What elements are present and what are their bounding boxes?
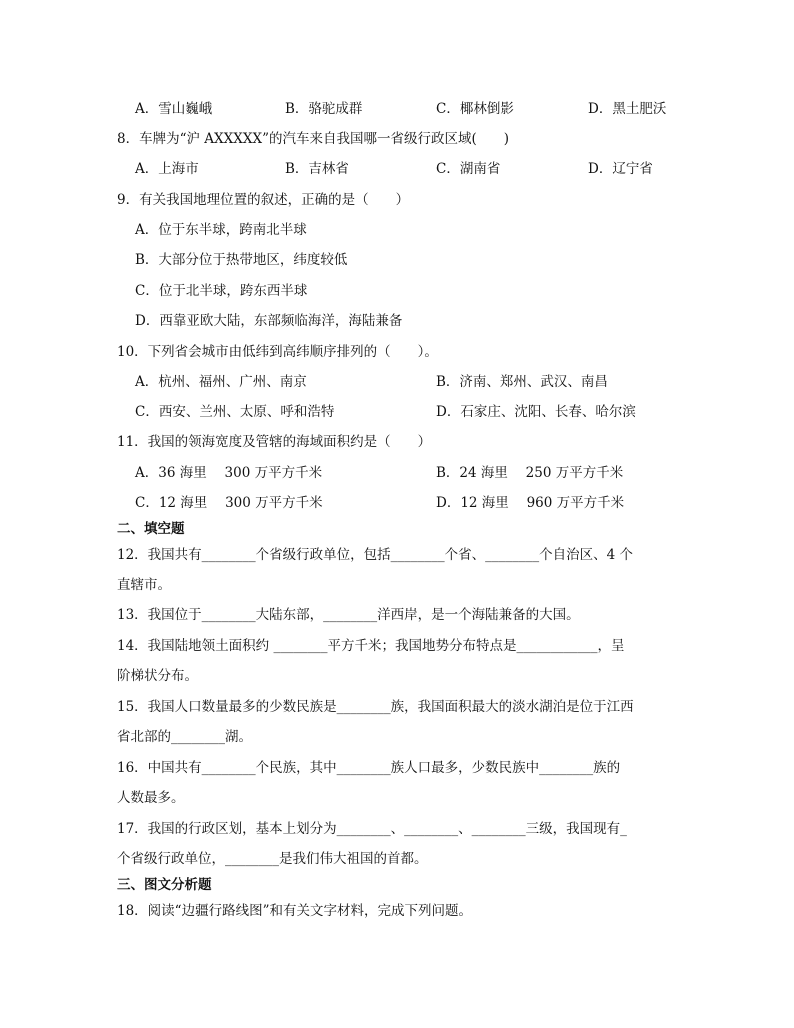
q11-option-b: B．24 海里 250 万平方千米 [436,465,624,481]
q18-stem: 18．阅读“边疆行路线图”和有关文字材料，完成下列问题。 [117,903,472,919]
section-analysis-title: 三、图文分析题 [117,877,212,893]
q15-line2: 省北部的________湖。 [117,729,252,745]
q10-option-d: D．石家庄、沈阳、长春、哈尔滨 [436,404,636,420]
q17-line2: 个省级行政单位，________是我们伟大祖国的首都。 [117,851,428,867]
q14-line1: 14．我国陆地领土面积约 ________平方千米；我国地势分布特点是____________，呈 [117,638,625,654]
q7-option-b: B．骆驼成群 [285,101,363,117]
q12-line2: 直辖市。 [117,577,171,593]
q8-option-c: C．湖南省 [436,161,501,177]
q11-option-d: D．12 海里 960 万平方千米 [436,495,625,511]
q7-option-d: D．黑土肥沃 [588,101,667,117]
q8-option-d: D．辽宁省 [588,161,653,177]
q16-line2: 人数最多。 [117,790,185,806]
q11-option-a: A．36 海里 300 万平方千米 [135,465,323,481]
q9-option-a: A．位于东半球，跨南北半球 [135,222,307,238]
q16-line1: 16．中国共有________个民族，其中________族人口最多，少数民族中________族的 [117,760,621,776]
q10-option-a: A．杭州、福州、广州、南京 [135,374,307,390]
q9-stem: 9．有关我国地理位置的叙述，正确的是（ ） [117,192,410,208]
q12-line1: 12．我国共有________个省级行政单位，包括________个省、________个自治区、4 个 [117,547,634,563]
q8-stem: 8．车牌为“沪 AXXXXX”的汽车来自我国哪一省级行政区域( ) [117,131,510,147]
q17-line1: 17．我国的行政区划，基本上划分为________、________、________三级，我国现有_ [117,821,627,837]
q11-stem: 11．我国的领海宽度及管辖的海域面积约是（ ） [117,434,432,450]
q14-line2: 阶梯状分布。 [117,668,198,684]
q9-option-d: D．西靠亚欧大陆，东部频临海洋，海陆兼备 [135,313,403,329]
q15-line1: 15．我国人口数量最多的少数民族是________族，我国面积最大的淡水湖泊是位于江西 [117,699,634,715]
q10-stem: 10．下列省会城市由低纬到高纬顺序排列的（ ）。 [117,344,438,360]
q7-option-c: C．椰林倒影 [436,101,514,117]
q9-option-b: B．大部分位于热带地区，纬度较低 [135,252,348,268]
q8-option-a: A．上海市 [135,161,199,177]
q11-option-c: C．12 海里 300 万平方千米 [135,495,323,511]
q8-option-b: B．吉林省 [285,161,349,177]
section-fill-blank-title: 二、填空题 [117,521,185,537]
q13-line1: 13．我国位于________大陆东部，________洋西岸，是一个海陆兼备的大国。 [117,607,580,623]
q10-option-b: B．济南、郑州、武汉、南昌 [436,374,608,390]
q10-option-c: C．西安、兰州、太原、呼和浩特 [135,404,335,420]
q7-option-a: A．雪山巍峨 [135,101,213,117]
q9-option-c: C．位于北半球，跨东西半球 [135,283,308,299]
